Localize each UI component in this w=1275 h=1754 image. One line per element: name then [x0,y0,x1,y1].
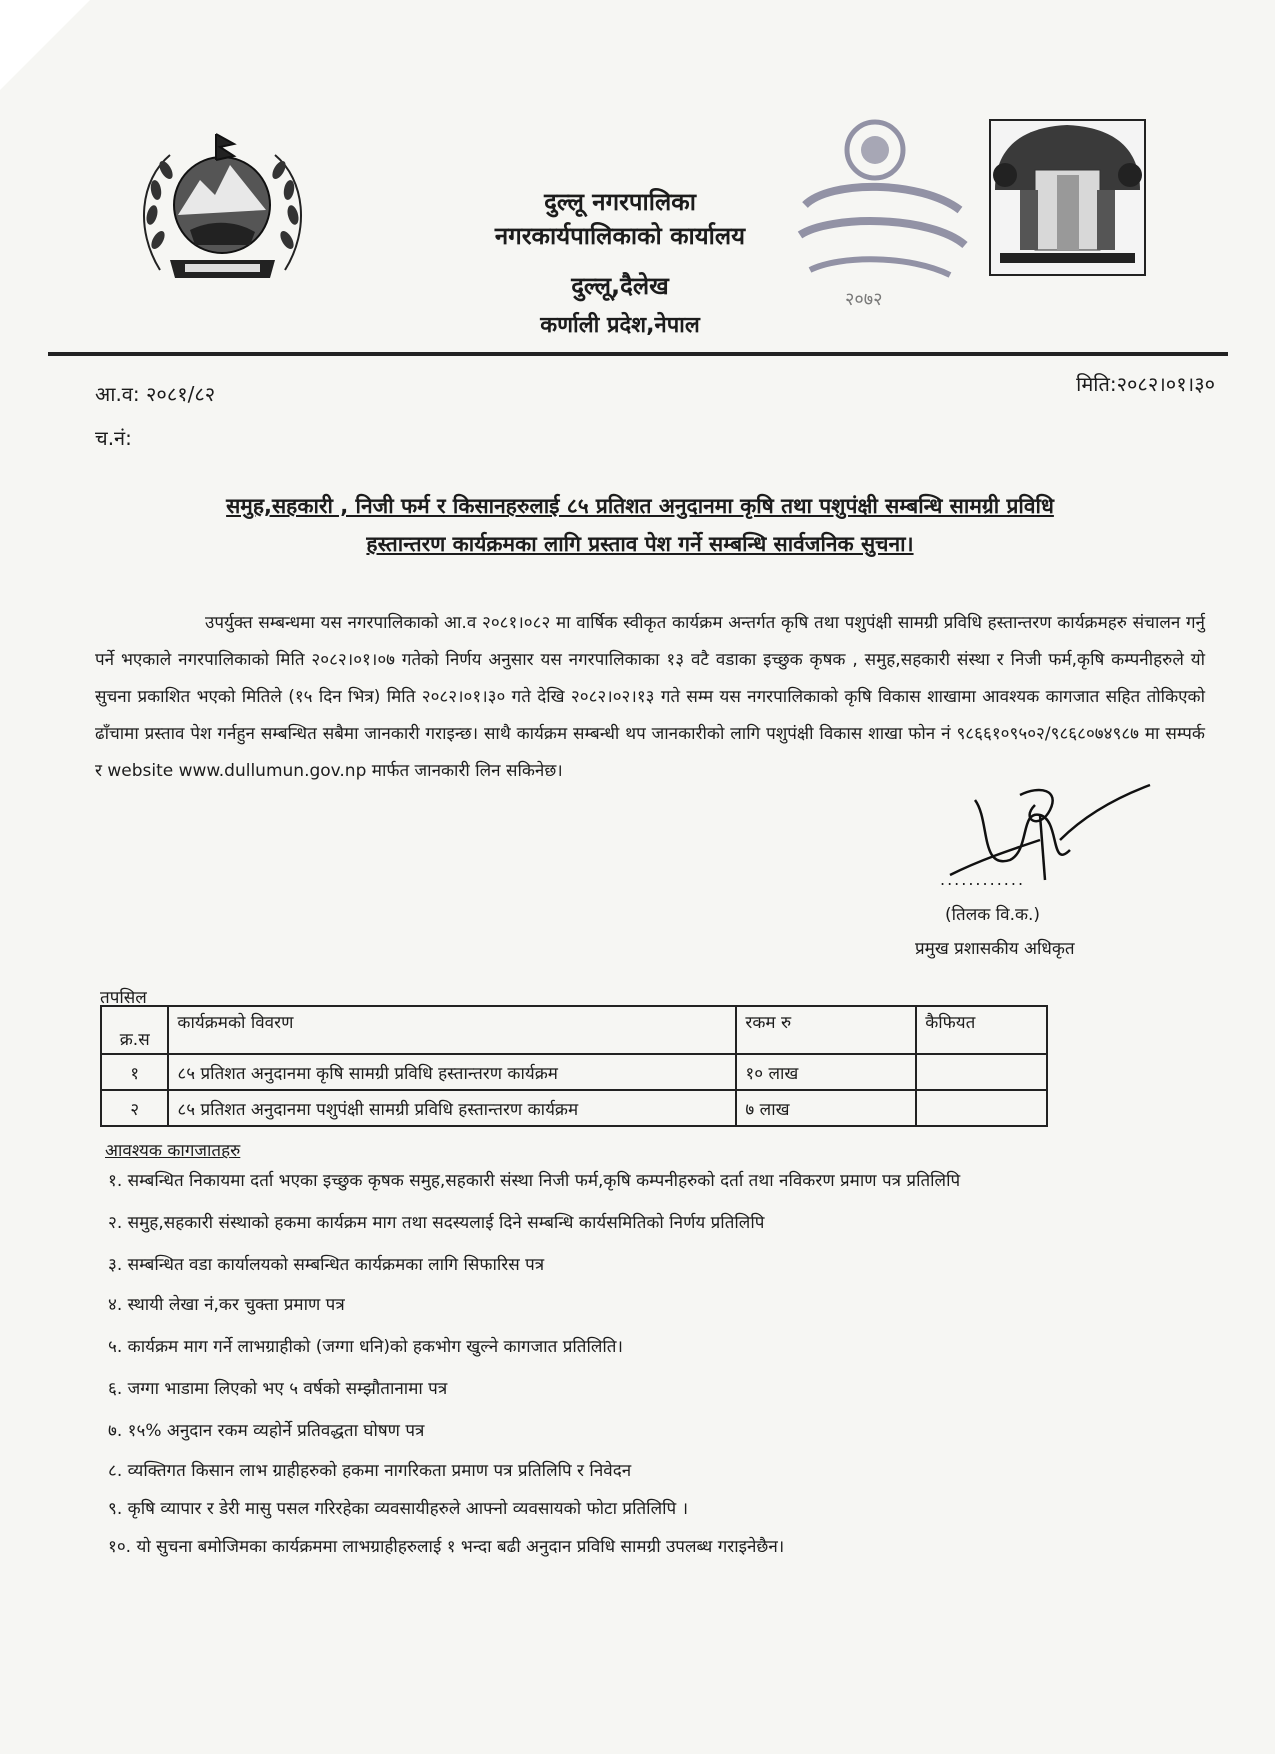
row-remarks [916,1090,1047,1126]
list-item: ५. कार्यक्रम माग गर्ने लाभग्राहीको (जग्गा धनि)को हकभोग खुल्ने कागजात प्रतिलिति। [108,1337,623,1357]
notice-body [95,605,1205,790]
row-amount: ७ लाख [736,1090,916,1126]
list-item: ९. कृषि व्यापार र डेरी मासु पसल गरिरहेका व्यवसायीहरुले आफ्नो व्यवसायको फोटा प्रतिलिपि । [108,1499,689,1519]
office-location: दुल्लू,दैलेख [571,272,669,300]
table-row [101,1054,1047,1090]
notice-date: मिति:२०८२।०१।३० [1076,372,1215,396]
header-serial: क्र.स [101,1006,168,1054]
list-item: १०. यो सुचना बमोजिमका कार्यक्रममा लाभग्राहीहरुलाई १ भन्दा बढी अनुदान प्रविधि सामग्री उपलब्ध गराइनेछैन। [108,1537,785,1557]
list-item: ३. सम्बन्धित वडा कार्यालयको सम्बन्धित कार्यक्रमका लागि सिफारिस पत्र [108,1255,545,1275]
list-item: ६. जग्गा भाडामा लिएको भए ५ वर्षको सम्झौतानामा पत्र [108,1379,448,1399]
municipality-temple-logo [985,115,1150,280]
signatory-name: (तिलक वि.क.) [945,905,1041,925]
folded-corner [0,0,90,90]
reference-number: च.नं: [95,426,132,450]
header-description: कार्यक्रमको विवरण [168,1006,736,1054]
table-caption: तपसिल [100,988,147,1008]
signatory-title: प्रमुख प्रशासकीय अधिकृत [915,939,1075,959]
row-remarks [916,1054,1047,1090]
header-remarks: कैफियत [916,1006,1047,1054]
nepal-emblem-logo [130,120,315,290]
documents-heading: आवश्यक कागजातहरु [105,1141,241,1161]
list-item: १. सम्बन्धित निकायमा दर्ता भएका इच्छुक कृषक समुह,सहकारी संस्था निजी फर्म,कृषि कम्पनीहरुको दर्ता तथा नविकरण प्रमाण पत्र प्रतिलिपि [108,1171,961,1191]
notice-subject [110,487,1170,563]
office-name: नगरकार्यपालिकाको कार्यालय [494,222,746,250]
handwritten-signature [920,780,1180,910]
letterhead [380,185,860,343]
list-item: ८. व्यक्तिगत किसान लाभ ग्राहीहरुको हकमा नागरिकता प्रमाण पत्र प्रतिलिपि र निवेदन [108,1461,632,1481]
row-description: ८५ प्रतिशत अनुदानमा कृषि सामग्री प्रविधि हस्तान्तरण कार्यक्रम [168,1054,736,1090]
list-item: ४. स्थायी लेखा नं,कर चुक्ता प्रमाण पत्र [108,1295,345,1315]
row-serial: २ [101,1090,168,1126]
row-serial: १ [101,1054,168,1090]
row-description: ८५ प्रतिशत अनुदानमा पशुपंक्षी सामग्री प्रविधि हस्तान्तरण कार्यक्रम [168,1090,736,1126]
row-amount: १० लाख [736,1054,916,1090]
list-item: २. समुह,सहकारी संस्थाको हकमा कार्यक्रम माग तथा सदस्यलाई दिने सम्बन्धि कार्यसमितिको निर्णय प्रतिलिपि [108,1213,765,1233]
header-divider [48,352,1228,356]
fiscal-year: आ.व: २०८१/८२ [95,382,216,406]
svg-text:२०७२: २०७२ [845,289,883,310]
table-header-row [101,1006,1047,1054]
province-name: कर्णाली प्रदेश,नेपाल [540,313,700,338]
subject-line-2: हस्तान्तरण कार्यक्रमका लागि प्रस्ताव पेश गर्ने सम्बन्धि सार्वजनिक सुचना। [366,532,914,556]
subject-line-1: समुह,सहकारी , निजी फर्म र किसानहरुलाई ८५ प्रतिशत अनुदानमा कृषि तथा पशुपंक्षी सम्बन्धि सामग्री प्रविधि [226,494,1054,518]
program-table [100,1005,1048,1127]
notice-body-text: उपर्युक्त सम्बन्धमा यस नगरपालिकाको आ.व २०८१।०८२ मा वार्षिक स्वीकृत कार्यक्रम अन्तर्गत कृषि तथा पशुपंक्षी सामग्री प्रविधि हस्तान्तरण कार्यक्रमहरु संचालन गर्नु पर्ने भएकाले नगरपालिकाको मिति २०८२।०१।०७ गतेको निर्णय अनुसार यस नगरपालिकाका १३ वटै वडाका इच्छुक कृषक , समुह,सहकारी संस्था र निजी फर्म,कृषि कम्पनीहरुले यो सुचना प्रकाशित भएको मितिले (१५ दिन भित्र) मिति २०८२।०१।३० गते देखि २०८२।०२।१३ गते सम्म यस नगरपालिकाको कृषि विकास शाखामा आवश्यक कागजात सहित तोकिएको ढाँचामा प्रस्ताव पेश गर्नहुन सम्बन्धित सबैमा जानकारी गराइन्छ। साथै कार्यक्रम सम्बन्धी थप जानकारीको लागि पशुपंक्षी विकास शाखा फोन नं ९८६६१०९५०२/९८६८०७४९८७ मा सम्पर्क र website www.dullumun.gov.np मार्फत जानकारी लिन सकिनेछ। [95,613,1205,781]
municipality-name: दुल्लू नगरपालिका [544,188,696,216]
signature-line: ............ [940,870,1026,889]
table-row [101,1090,1047,1126]
header-amount: रकम रु [736,1006,916,1054]
list-item: ७. १५% अनुदान रकम व्यहोर्ने प्रतिवद्धता घोषण पत्र [108,1421,425,1441]
